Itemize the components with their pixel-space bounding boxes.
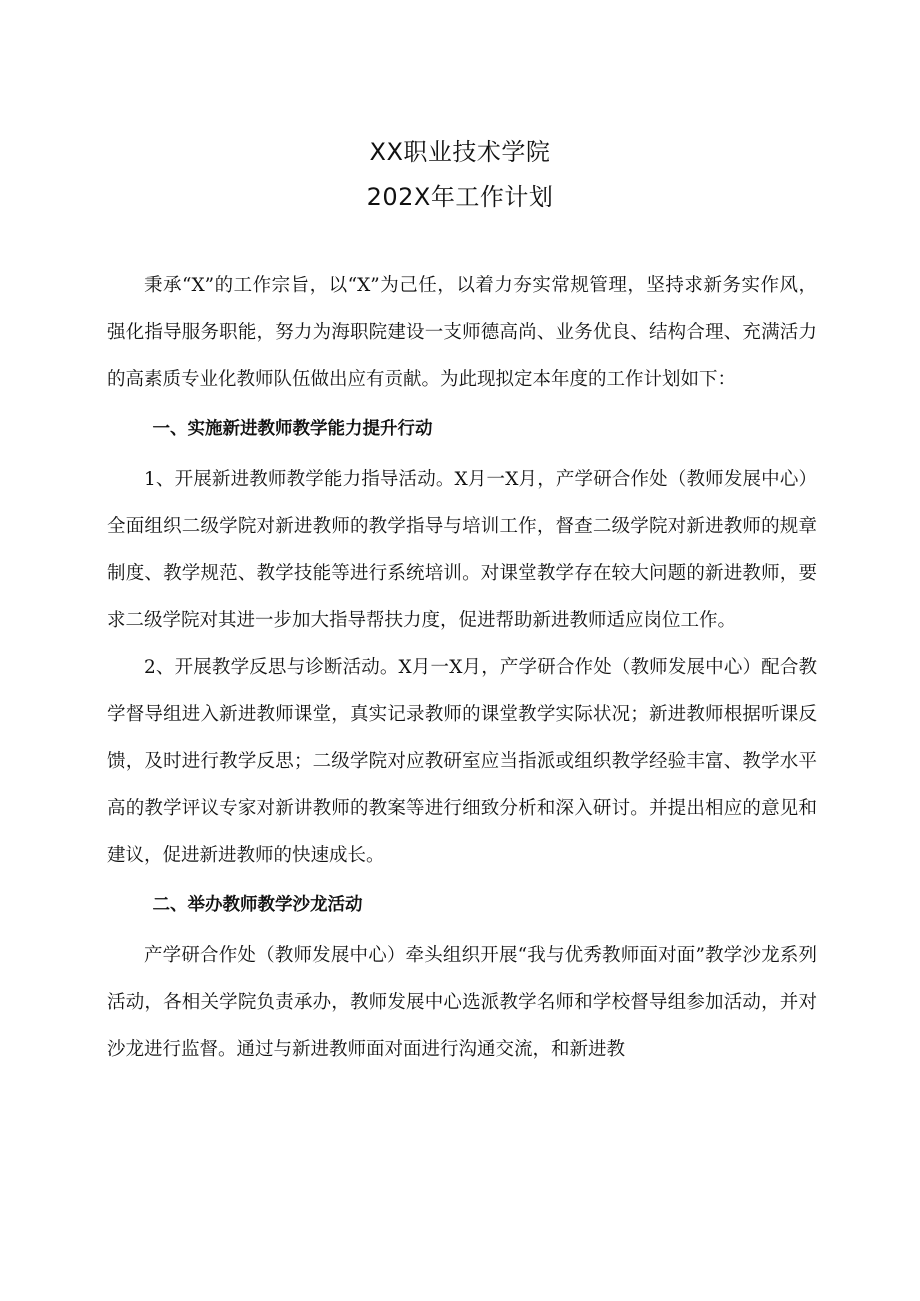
section1-item1: 1、开展新进教师教学能力指导活动。X月一X月，产学研合作处（教师发展中心）全面组织二级学院对新进教师的教学指导与培训工作，督查二级学院对新进教师的规章制度、教学规范、教学技能等进行系统培训。对课堂教学存在较大问题的新进教师，要求二级学院对其进一步加大指导帮扶力度，促进帮助新进教师适应岗位工作。 [107, 469, 817, 631]
document-title [0, 130, 920, 220]
title-institution: XX职业技术学院 [369, 138, 551, 166]
section1-item2: 2、开展教学反思与诊断活动。X月一X月，产学研合作处（教师发展中心）配合教学督导组进入新进教师课堂，真实记录教师的课堂教学实际状况；新进教师根据听课反馈，及时进行教学反思；二级学院对应教研室应当指派或组织教学经验丰富、教学水平高的教学评议专家对新讲教师的教案等进行细致分析和深入研讨。并提出相应的意见和建议，促进新进教师的快速成长。 [107, 657, 817, 866]
title-plan: 202X年工作计划 [366, 183, 554, 211]
section2-heading: 二、举办教师教学沙龙活动 [152, 895, 363, 915]
section2-paragraph: 产学研合作处（教师发展中心）牵头组织开展“我与优秀教师面对面”教学沙龙系列活动，各相关学院负责承办，教师发展中心选派教学名师和学校督导组参加活动，并对沙龙进行监督。通过与新进教师面对面进行沟通交流，和新进教 [107, 945, 817, 1060]
document-body [107, 262, 817, 1073]
section1-heading: 一、实施新进教师教学能力提升行动 [152, 419, 433, 439]
intro-paragraph: 秉承“X”的工作宗旨，以“X”为己任，以着力夯实常规管理，坚持求新务实作风，强化指导服务职能，努力为海职院建设一支师德高尚、业务优良、结构合理、充满活力的高素质专业化教师队伍做出应有贡献。为此现拟定本年度的工作计划如下： [107, 275, 817, 390]
